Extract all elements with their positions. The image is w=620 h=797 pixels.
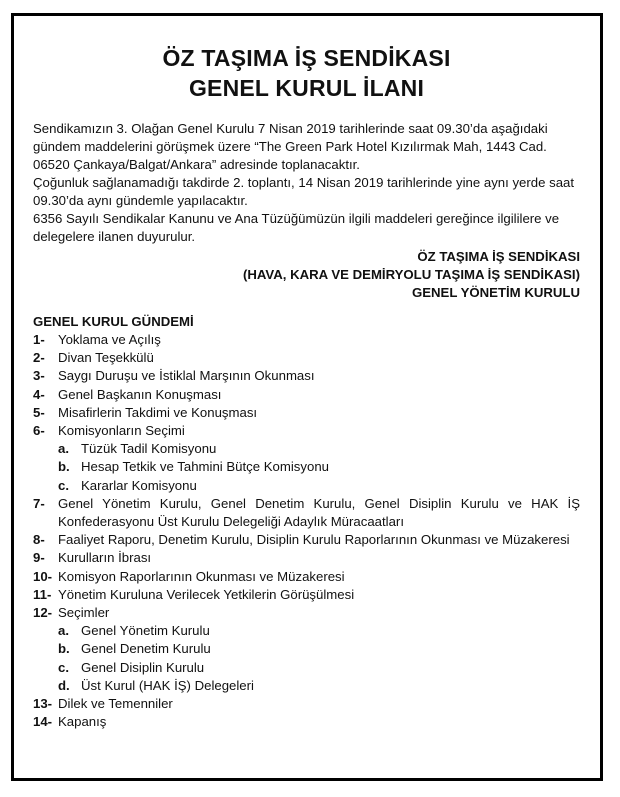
paragraph-quorum: Çoğunluk sağlanamadığı takdirde 2. toplantı, 14 Nisan 2019 tarihlerinde yine aynı yerde saat 09.30’da aynı gündemle yapılacaktır. (33, 175, 575, 208)
agenda-item-text: Genel Yönetim Kurulu, Genel Denetim Kurulu, Genel Disiplin Kurulu ve HAK İŞ Konfederasyonu Üst Kurulu Delegeliği Adaylık Müracaatları (58, 495, 580, 530)
agenda-subitem (58, 622, 580, 640)
signature-line-1: ÖZ TAŞIMA İŞ SENDİKASI (417, 249, 580, 264)
agenda-item-number: a. (58, 441, 69, 457)
agenda-item (33, 404, 580, 422)
agenda-list (33, 331, 580, 731)
agenda-item-number: 5- (33, 404, 45, 420)
agenda-item (33, 586, 580, 604)
agenda-item-number: 4- (33, 386, 45, 402)
agenda-item (33, 531, 580, 549)
agenda-item-number: d. (58, 677, 70, 693)
agenda-item (33, 331, 580, 349)
agenda-item-number: 6- (33, 423, 45, 439)
agenda-item-number: 2- (33, 350, 45, 366)
agenda-item (33, 349, 580, 367)
signature-line-2: (HAVA, KARA VE DEMİRYOLU TAŞIMA İŞ SENDİKASI) (242, 267, 580, 282)
agenda-item-text: Tüzük Tadil Komisyonu (81, 441, 217, 457)
agenda-item-text: Genel Yönetim Kurulu (81, 623, 210, 639)
agenda-item-number: 8- (33, 532, 45, 548)
agenda-subitem (58, 477, 580, 495)
agenda-item-text: Divan Teşekkülü (58, 350, 154, 366)
agenda-item-text: Genel Denetim Kurulu (81, 641, 211, 657)
agenda-sublist (58, 622, 580, 695)
agenda-subitem (58, 440, 580, 458)
notice-content (33, 43, 580, 731)
agenda-item-text: Genel Başkanın Konuşması (58, 386, 222, 402)
agenda-item (33, 386, 580, 404)
agenda-item-number: 13- (33, 696, 53, 712)
agenda-sublist (58, 440, 580, 495)
agenda-item-text: Üst Kurul (HAK İŞ) Delegeleri (81, 677, 254, 693)
agenda-item-text: Kurulların İbrası (58, 550, 152, 566)
agenda-item (33, 695, 580, 713)
agenda-item-number: 12- (33, 605, 53, 621)
agenda-item-number: b. (58, 641, 70, 657)
agenda-item-text: Yoklama ve Açılış (58, 332, 161, 347)
agenda-item-text: Seçimler (58, 605, 110, 621)
agenda-item (33, 367, 580, 385)
agenda-item-text: Saygı Duruşu ve İstiklal Marşının Okunması (58, 368, 315, 384)
agenda-item-text: Yönetim Kuruluna Verilecek Yetkilerin Görüşülmesi (58, 586, 355, 602)
agenda-subitems (33, 622, 580, 695)
agenda-item (33, 495, 580, 531)
agenda-item-number: 11- (33, 586, 52, 602)
agenda-item-text: Hesap Tetkik ve Tahmini Bütçe Komisyonu (81, 459, 329, 475)
agenda-item (33, 422, 580, 440)
agenda-item-number: 3- (33, 368, 45, 384)
agenda-item-number: c. (58, 659, 69, 675)
title-line-2: GENEL KURUL İLANI (188, 75, 425, 101)
agenda-title: GENEL KURUL GÜNDEMİ (33, 314, 194, 329)
title-line-1: ÖZ TAŞIMA İŞ SENDİKASI (162, 45, 451, 71)
agenda-subitem (58, 458, 580, 476)
agenda-item-number: 7- (33, 495, 45, 511)
agenda-item-text: Kararlar Komisyonu (81, 477, 197, 493)
agenda-item-text: Genel Disiplin Kurulu (81, 659, 205, 675)
agenda-subitem (58, 677, 580, 695)
agenda-subitems (33, 440, 580, 495)
agenda-item-text: Misafirlerin Takdimi ve Konuşması (58, 404, 258, 420)
agenda-item (33, 713, 580, 731)
agenda-item-text: Dilek ve Temenniler (58, 696, 173, 712)
notice-title (33, 43, 580, 103)
signature-block (33, 248, 580, 302)
agenda-item-number: c. (58, 477, 69, 493)
agenda-item-number: 10- (33, 568, 53, 584)
agenda-item (33, 568, 580, 586)
agenda-item-number: b. (58, 459, 70, 475)
agenda-item-text: Komisyonların Seçimi (58, 423, 185, 439)
paragraph-meeting: Sendikamızın 3. Olağan Genel Kurulu 7 Nisan 2019 tarihlerinde saat 09.30’da aşağıdaki gündem maddelerini görüşmek üzere “The Green Park Hotel Kızılırmak Mah, 1443 Cad. 06520 Çankaya/Balgat/Ankara” adresinde toplanacaktır. (33, 121, 548, 172)
agenda-item-number: 1- (33, 332, 45, 347)
agenda-item-number: a. (58, 623, 69, 639)
agenda-item-text: Kapanış (58, 714, 107, 730)
announcement-body (33, 120, 580, 246)
agenda-item-number: 9- (33, 550, 45, 566)
agenda-subitem (58, 640, 580, 658)
paragraph-legal: 6356 Sayılı Sendikalar Kanunu ve Ana Tüzüğümüzün ilgili maddeleri gereğince ilgililere ve delegelere ilanen duyurulur. (33, 211, 560, 244)
agenda-item-text: Faaliyet Raporu, Denetim Kurulu, Disiplin Kurulu Raporlarının Okunması ve Müzakeresi (58, 532, 570, 548)
agenda-item (33, 549, 580, 567)
agenda-subitem (58, 659, 580, 677)
signature-line-3: GENEL YÖNETİM KURULU (411, 285, 580, 300)
agenda-item-number: 14- (33, 714, 53, 730)
agenda-item (33, 604, 580, 622)
agenda-item-text: Komisyon Raporlarının Okunması ve Müzakeresi (58, 568, 345, 584)
